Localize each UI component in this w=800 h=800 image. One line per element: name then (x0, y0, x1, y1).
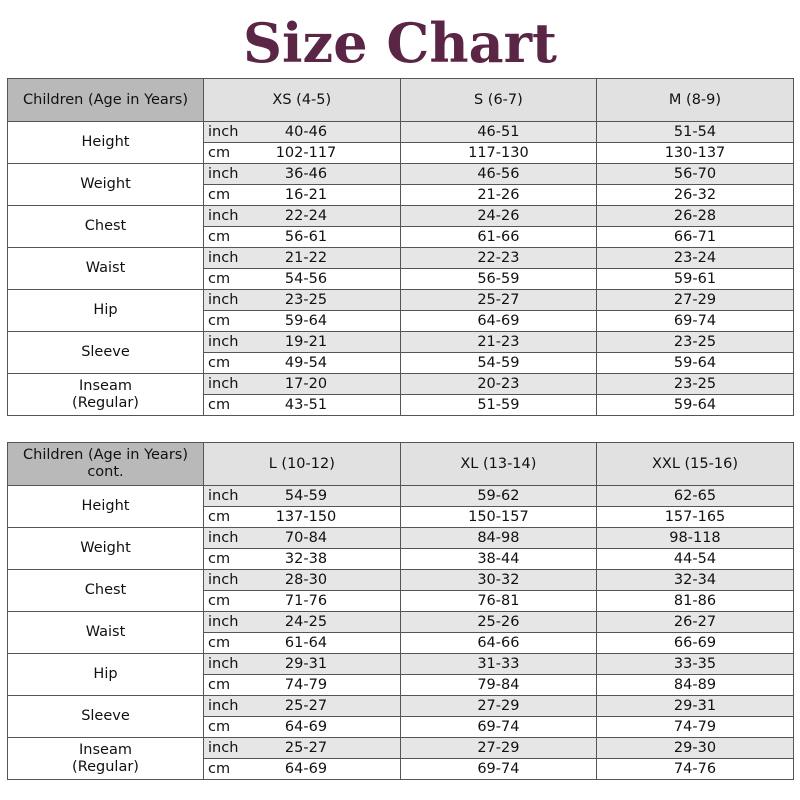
unit-label: inch (208, 656, 239, 672)
size-value: 44-54 (597, 549, 794, 570)
table-cell (204, 738, 401, 759)
size-value: 23-25 (597, 374, 794, 395)
table-header-row (8, 443, 794, 486)
size-value: 16-21 (284, 187, 328, 203)
unit-label: cm (208, 355, 231, 371)
size-value: 24-25 (284, 614, 328, 630)
size-value: 62-65 (597, 486, 794, 507)
size-value: 22-24 (284, 208, 328, 224)
table-cell (204, 143, 401, 164)
size-value: 117-130 (400, 143, 597, 164)
size-value: 61-64 (284, 635, 328, 651)
table-cell (204, 507, 401, 528)
size-value: 33-35 (597, 654, 794, 675)
measurement-label: Sleeve (8, 696, 204, 738)
unit-label: cm (208, 509, 231, 525)
table-row (8, 612, 794, 633)
size-column-header: XL (13-14) (400, 443, 597, 486)
table-cell (204, 227, 401, 248)
measurement-label: Height (8, 122, 204, 164)
table-cell (204, 633, 401, 654)
size-value: 81-86 (597, 591, 794, 612)
table-row (8, 528, 794, 549)
size-value: 64-69 (400, 311, 597, 332)
size-value: 49-54 (284, 355, 328, 371)
table-row (8, 164, 794, 185)
measurement-label: Weight (8, 528, 204, 570)
size-value: 69-74 (597, 311, 794, 332)
unit-label: cm (208, 551, 231, 567)
table-row (8, 486, 794, 507)
table-cell (204, 353, 401, 374)
size-value: 46-56 (400, 164, 597, 185)
unit-label: inch (208, 698, 239, 714)
unit-label: cm (208, 593, 231, 609)
size-value: 38-44 (400, 549, 597, 570)
unit-label: inch (208, 376, 239, 392)
unit-label: cm (208, 187, 231, 203)
page-title: Size Chart (243, 11, 557, 75)
size-value: 19-21 (284, 334, 328, 350)
measurement-label: Inseam (Regular) (8, 374, 204, 416)
table-cell (204, 654, 401, 675)
size-value: 74-76 (597, 759, 794, 780)
table-cell (204, 374, 401, 395)
size-column-header: XXL (15-16) (597, 443, 794, 486)
table-row (8, 122, 794, 143)
table-row (8, 374, 794, 395)
size-value: 102-117 (275, 145, 337, 161)
unit-label: cm (208, 761, 231, 777)
table-cell (204, 311, 401, 332)
size-value: 66-71 (597, 227, 794, 248)
size-column-header: L (10-12) (204, 443, 401, 486)
table-row (8, 738, 794, 759)
size-value: 24-26 (400, 206, 597, 227)
size-value: 54-59 (400, 353, 597, 374)
unit-label: inch (208, 166, 239, 182)
size-value: 25-27 (284, 740, 328, 756)
size-value: 59-61 (597, 269, 794, 290)
table-cell (204, 696, 401, 717)
table-row (8, 332, 794, 353)
unit-label: inch (208, 292, 239, 308)
size-value: 29-30 (597, 738, 794, 759)
unit-label: inch (208, 614, 239, 630)
table-cell (204, 591, 401, 612)
size-value: 32-38 (284, 551, 328, 567)
unit-label: cm (208, 271, 231, 287)
table-cell (204, 206, 401, 227)
size-value: 69-74 (400, 717, 597, 738)
table-cell (204, 269, 401, 290)
size-value: 27-29 (400, 696, 597, 717)
table-row (8, 290, 794, 311)
size-value: 26-32 (597, 185, 794, 206)
table-row (8, 570, 794, 591)
size-value: 84-98 (400, 528, 597, 549)
table-cell (204, 164, 401, 185)
size-column-header: S (6-7) (400, 79, 597, 122)
size-value: 70-84 (284, 530, 328, 546)
unit-label: inch (208, 530, 239, 546)
size-value: 29-31 (284, 656, 328, 672)
unit-label: inch (208, 488, 239, 504)
size-value: 40-46 (284, 124, 328, 140)
size-value: 29-31 (597, 696, 794, 717)
size-value: 51-59 (400, 395, 597, 416)
size-value: 27-29 (597, 290, 794, 311)
size-value: 22-23 (400, 248, 597, 269)
measurement-label: Chest (8, 570, 204, 612)
size-value: 23-24 (597, 248, 794, 269)
table-cell (204, 549, 401, 570)
size-value: 31-33 (400, 654, 597, 675)
size-value: 98-118 (597, 528, 794, 549)
size-value: 36-46 (284, 166, 328, 182)
table-cell (204, 570, 401, 591)
size-value: 30-32 (400, 570, 597, 591)
unit-label: cm (208, 313, 231, 329)
measurement-label: Chest (8, 206, 204, 248)
table-header-row (8, 79, 794, 122)
size-value: 23-25 (284, 292, 328, 308)
size-value: 150-157 (400, 507, 597, 528)
size-value: 59-64 (597, 353, 794, 374)
unit-label: cm (208, 229, 231, 245)
size-value: 43-51 (284, 397, 328, 413)
size-value: 79-84 (400, 675, 597, 696)
size-value: 59-64 (284, 313, 328, 329)
size-value: 56-61 (284, 229, 328, 245)
size-value: 25-27 (400, 290, 597, 311)
table-cell (204, 185, 401, 206)
measurement-label: Height (8, 486, 204, 528)
size-value: 54-59 (284, 488, 328, 504)
size-value: 64-69 (284, 761, 328, 777)
measurement-label: Waist (8, 248, 204, 290)
size-column-header: M (8-9) (597, 79, 794, 122)
table-cell (204, 290, 401, 311)
unit-label: inch (208, 124, 239, 140)
size-value: 157-165 (597, 507, 794, 528)
table-cell (204, 395, 401, 416)
size-value: 84-89 (597, 675, 794, 696)
unit-label: cm (208, 635, 231, 651)
unit-label: inch (208, 572, 239, 588)
size-value: 20-23 (400, 374, 597, 395)
unit-label: cm (208, 677, 231, 693)
size-value: 130-137 (597, 143, 794, 164)
unit-label: inch (208, 250, 239, 266)
unit-label: cm (208, 719, 231, 735)
table-cell (204, 717, 401, 738)
size-value: 17-20 (284, 376, 328, 392)
size-value: 51-54 (597, 122, 794, 143)
size-value: 61-66 (400, 227, 597, 248)
table-row (8, 654, 794, 675)
size-value: 64-66 (400, 633, 597, 654)
unit-label: cm (208, 397, 231, 413)
measurement-label: Hip (8, 654, 204, 696)
table-cell (204, 528, 401, 549)
size-value: 76-81 (400, 591, 597, 612)
size-value: 74-79 (284, 677, 328, 693)
table-header-label: Children (Age in Years) (8, 79, 204, 122)
unit-label: inch (208, 208, 239, 224)
size-value: 54-56 (284, 271, 328, 287)
table-cell (204, 122, 401, 143)
size-value: 25-26 (400, 612, 597, 633)
size-value: 21-26 (400, 185, 597, 206)
measurement-label: Inseam (Regular) (8, 738, 204, 780)
size-value: 66-69 (597, 633, 794, 654)
size-value: 26-28 (597, 206, 794, 227)
unit-label: inch (208, 334, 239, 350)
table-cell (204, 332, 401, 353)
size-value: 69-74 (400, 759, 597, 780)
size-value: 46-51 (400, 122, 597, 143)
measurement-label: Sleeve (8, 332, 204, 374)
unit-label: cm (208, 145, 231, 161)
table-cell (204, 675, 401, 696)
size-value: 26-27 (597, 612, 794, 633)
table-cell (204, 248, 401, 269)
size-value: 32-34 (597, 570, 794, 591)
size-value: 28-30 (284, 572, 328, 588)
size-value: 27-29 (400, 738, 597, 759)
size-value: 23-25 (597, 332, 794, 353)
size-value: 137-150 (275, 509, 337, 525)
table-header-label: Children (Age in Years) cont. (8, 443, 204, 486)
measurement-label: Hip (8, 290, 204, 332)
table-cell (204, 612, 401, 633)
size-value: 21-22 (284, 250, 328, 266)
table-row (8, 206, 794, 227)
size-value: 59-62 (400, 486, 597, 507)
table-cell (204, 759, 401, 780)
table-row (8, 248, 794, 269)
table-cell (204, 486, 401, 507)
table-row (8, 696, 794, 717)
size-value: 64-69 (284, 719, 328, 735)
size-table-2 (7, 442, 794, 780)
size-value: 59-64 (597, 395, 794, 416)
size-value: 21-23 (400, 332, 597, 353)
size-value: 56-59 (400, 269, 597, 290)
size-value: 56-70 (597, 164, 794, 185)
measurement-label: Waist (8, 612, 204, 654)
size-value: 71-76 (284, 593, 328, 609)
measurement-label: Weight (8, 164, 204, 206)
unit-label: inch (208, 740, 239, 756)
size-value: 25-27 (284, 698, 328, 714)
size-column-header: XS (4-5) (204, 79, 401, 122)
size-table-1 (7, 78, 794, 416)
size-value: 74-79 (597, 717, 794, 738)
